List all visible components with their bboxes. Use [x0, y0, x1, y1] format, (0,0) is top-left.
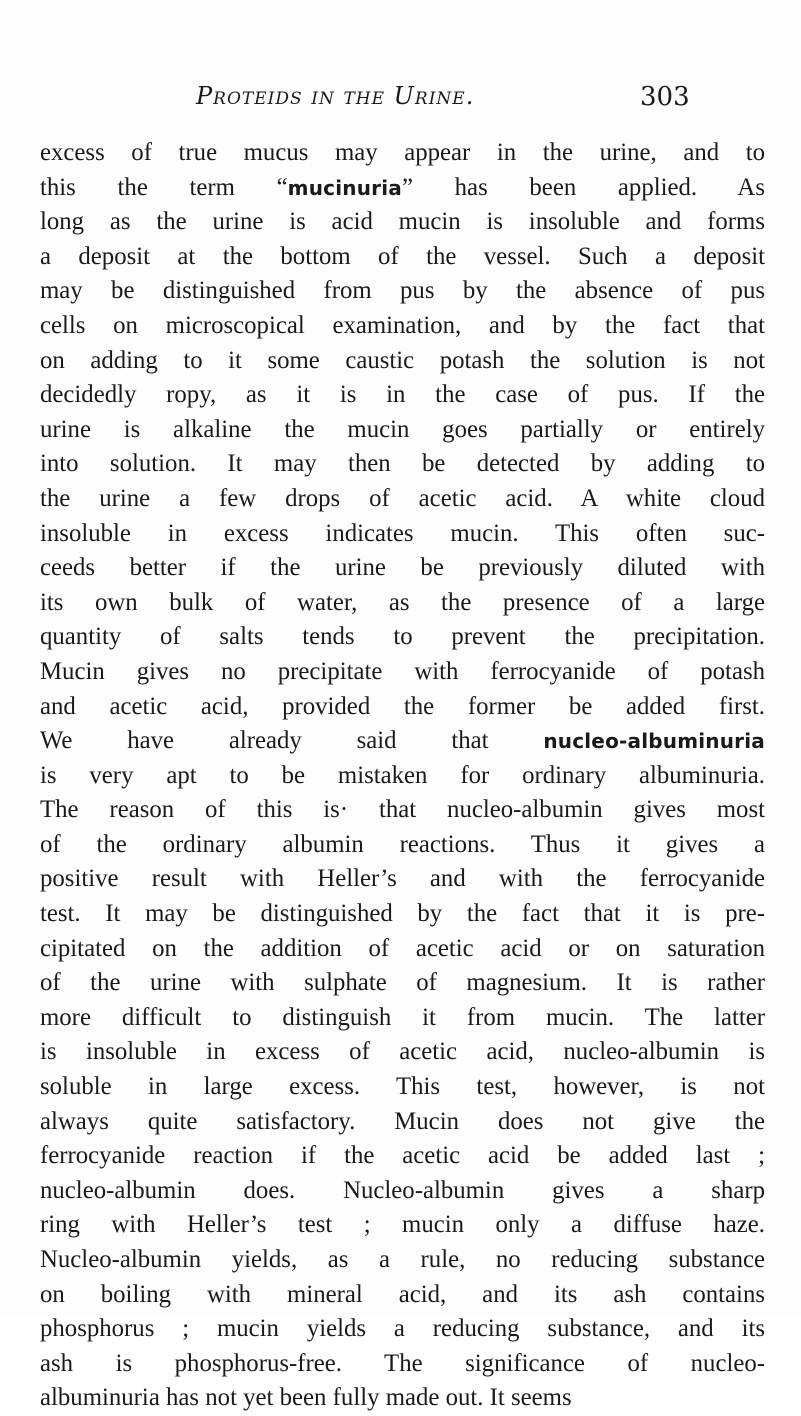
- line-text: ” has been applied. As: [401, 173, 765, 201]
- text-line: [40, 966, 765, 1001]
- line-text: its own bulk of water, as the presence of a large: [40, 588, 765, 616]
- text-line: [40, 551, 765, 586]
- line-text: test. It may be distinguished by the fact that it is pre-: [40, 900, 765, 928]
- text-line: [40, 1070, 765, 1105]
- text-line: [40, 620, 765, 655]
- line-text: insoluble in excess indicates mucin. This often suc-: [40, 519, 765, 547]
- text-line: [40, 309, 765, 344]
- text-line: [40, 517, 765, 552]
- text-line: [40, 897, 765, 932]
- line-text: cipitated on the addition of acetic acid or on saturation: [40, 934, 765, 962]
- line-text: of the ordinary albumin reactions. Thus it gives a: [40, 830, 765, 858]
- line-text: soluble in large excess. This test, however, is not: [40, 1073, 765, 1101]
- line-text: a deposit at the bottom of the vessel. Such a deposit: [40, 242, 765, 270]
- text-line: [40, 1174, 765, 1209]
- line-text: We have already said that: [40, 727, 544, 755]
- line-text: excess of true mucus may appear in the urine, and to: [40, 139, 765, 166]
- text-line: [40, 1347, 765, 1382]
- text-line: [40, 378, 765, 413]
- text-line: [40, 1278, 765, 1313]
- line-text: of the urine with sulphate of magnesium. It is rather: [40, 969, 765, 997]
- line-text: may be distinguished from pus by the absence of pus: [40, 277, 765, 305]
- line-text: is very apt to be mistaken for ordinary albuminuria.: [40, 761, 765, 789]
- line-text: this the term “: [40, 173, 288, 201]
- page-number: 303: [640, 82, 690, 112]
- text-line: [40, 482, 765, 517]
- text-line: [40, 586, 765, 621]
- line-text: on adding to it some caustic potash the solution is not: [40, 346, 765, 374]
- text-line: [40, 862, 765, 897]
- line-text: is insoluble in excess of acetic acid, nucleo-albumin is: [40, 1038, 765, 1066]
- text-line: [40, 655, 765, 690]
- line-text: on boiling with mineral acid, and its ash contains: [40, 1280, 765, 1308]
- bold-term: mucinuria: [287, 175, 402, 200]
- line-text: the urine a few drops of acetic acid. A white cloud: [40, 484, 765, 512]
- line-text: The reason of this is· that nucleo-albumin gives most: [40, 796, 765, 824]
- text-line: [40, 274, 765, 309]
- text-line: [40, 1139, 765, 1174]
- line-text: urine is alkaline the mucin goes partially or entirely: [40, 415, 765, 443]
- text-line: [40, 1001, 765, 1036]
- text-line: [40, 1381, 765, 1416]
- bold-term: nucleo-albuminuria: [543, 729, 765, 754]
- text-line: [40, 932, 765, 967]
- line-text: Nucleo-albumin yields, as a rule, no reducing substance: [40, 1246, 765, 1273]
- text-line: [40, 171, 765, 206]
- body-text: [40, 136, 765, 1416]
- line-text: Mucin gives no precipitate with ferrocyanide of potash: [40, 657, 765, 685]
- text-line: [40, 240, 765, 275]
- text-line: [40, 447, 765, 482]
- text-line: [40, 828, 765, 863]
- text-line: [40, 1035, 765, 1070]
- text-line: [40, 690, 765, 725]
- line-text: always quite satisfactory. Mucin does not give the: [40, 1107, 765, 1135]
- line-text: and acetic acid, provided the former be added first.: [40, 692, 765, 720]
- text-line: [40, 759, 765, 794]
- text-line: [40, 724, 765, 759]
- text-line: [40, 1208, 765, 1243]
- text-line: [40, 1105, 765, 1140]
- line-text: positive result with Heller’s and with the ferrocyanide: [40, 865, 765, 893]
- line-text: ceeds better if the urine be previously diluted with: [40, 554, 765, 582]
- line-text: quantity of salts tends to prevent the precipitation.: [40, 623, 765, 651]
- line-text: nucleo-albumin does. Nucleo-albumin gives a sharp: [40, 1176, 765, 1204]
- line-text: ash is phosphorus-free. The significance of nucleo-: [40, 1349, 765, 1377]
- running-title: Proteids in the Urine.: [196, 82, 475, 110]
- line-text: decidedly ropy, as it is in the case of pus. If the: [40, 381, 765, 409]
- text-line: [40, 793, 765, 828]
- line-text: long as the urine is acid mucin is insoluble and forms: [40, 208, 765, 236]
- line-text: cells on microscopical examination, and by the fact that: [40, 311, 765, 339]
- text-line: [40, 344, 765, 379]
- text-line: [40, 136, 765, 171]
- line-text: into solution. It may then be detected by adding to: [40, 450, 765, 478]
- running-head: [0, 82, 801, 122]
- text-line: [40, 413, 765, 448]
- line-text: phosphorus ; mucin yields a reducing substance, and its: [40, 1315, 765, 1343]
- text-line: [40, 205, 765, 240]
- line-text: more difficult to distinguish it from mucin. The latter: [40, 1003, 765, 1031]
- line-text: ring with Heller’s test ; mucin only a diffuse haze.: [40, 1211, 765, 1239]
- text-line: [40, 1312, 765, 1347]
- line-text: ferrocyanide reaction if the acetic acid be added last ;: [40, 1142, 765, 1170]
- line-text: albuminuria has not yet been fully made out. It seems: [40, 1384, 572, 1412]
- text-line: [40, 1243, 765, 1278]
